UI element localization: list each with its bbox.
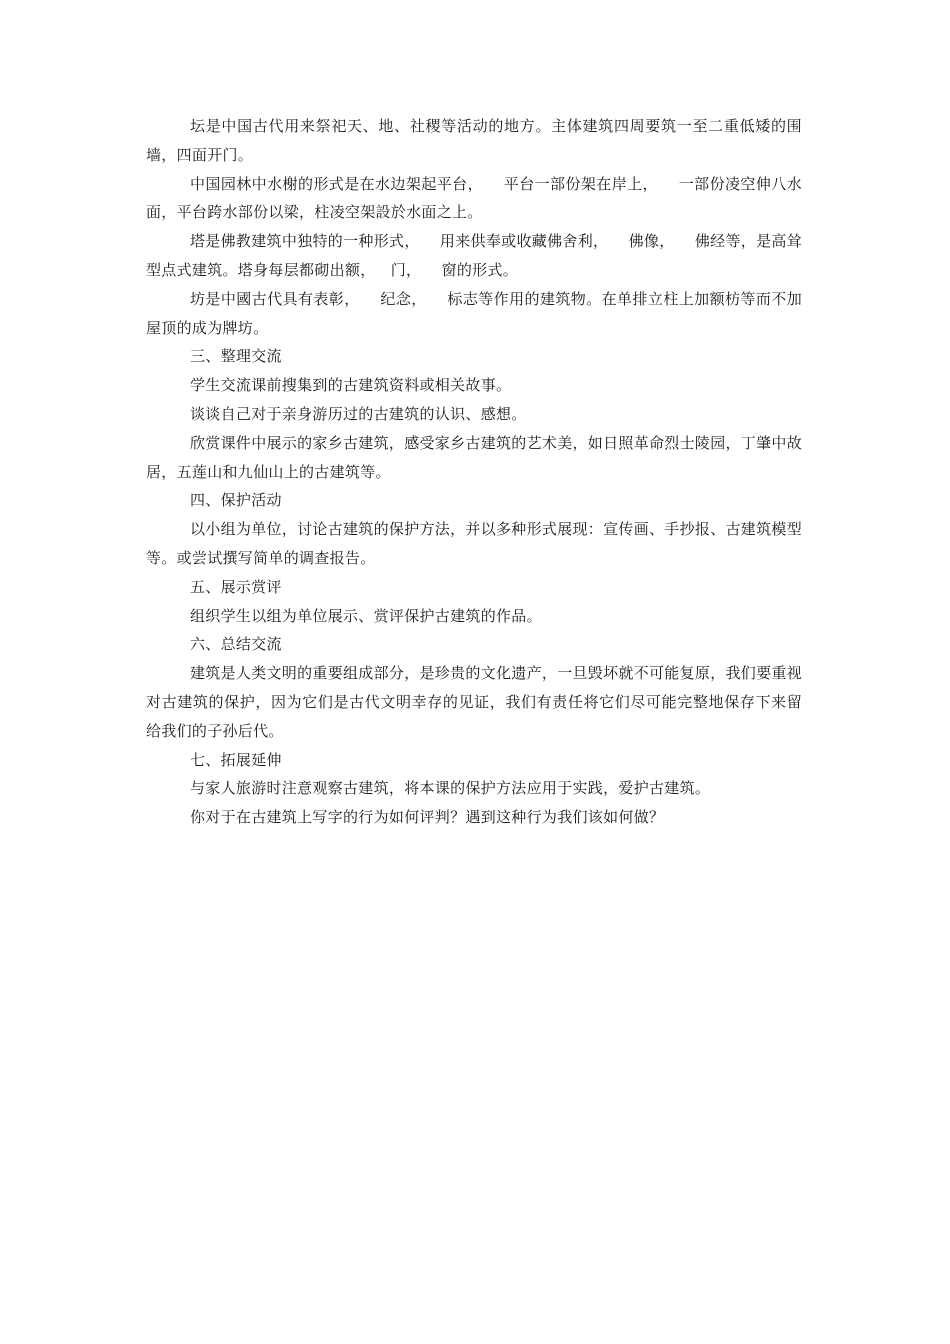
section-heading-4: 四、保护活动 — [190, 491, 282, 510]
paragraph-pagoda: 塔是佛教建筑中独特的一种形式， 用来供奉或收藏佛舍利， 佛像， 佛经等，是高耸型点式建筑。塔身每层都砌出额， 门， 窗的形式。 — [146, 232, 802, 279]
paragraph-protection-activity: 以小组为单位，讨论古建筑的保护方法，并以多种形式展现：宣传画、手抄报、古建筑模型等。或尝试撰写简单的调查报告。 — [146, 520, 803, 567]
section-heading-7: 七、拓展延伸 — [190, 750, 282, 769]
paragraph-share-feelings: 谈谈自己对于亲身游历过的古建筑的认识、感想。 — [190, 404, 527, 423]
section-heading-5: 五、展示赏评 — [190, 577, 282, 596]
paragraph-hometown-architecture: 欣赏课件中展示的家乡古建筑，感受家乡古建筑的艺术美，如日照革命烈士陵园，丁肇中故居，五莲山和九仙山上的古建筑等。 — [146, 433, 803, 481]
paragraph-travel-observation: 与家人旅游时注意观察古建筑，将本课的保护方法应用于实践，爱护古建筑。 — [190, 779, 711, 798]
paragraph-question: 你对于在古建筑上写字的行为如何评判？遇到这种行为我们该如何做？ — [190, 808, 665, 827]
paragraph-memorial-archway: 坊是中國古代具有表彰， 纪念， 标志等作用的建筑物。在单排立柱上加额枋等而不加屋顶的成为牌坊。 — [146, 289, 802, 337]
section-heading-3: 三、整理交流 — [190, 347, 282, 366]
paragraph-summary: 建筑是人类文明的重要组成部分，是珍贵的文化遗产，一旦毁坏就不可能复原，我们要重视对古建筑的保护，因为它们是古代文明幸存的见证，我们有责任将它们尽可能完整地保存下来留给我们的子孙后代。 — [146, 664, 803, 740]
paragraph-share-materials: 学生交流课前搜集到的古建筑资料或相关故事。 — [190, 376, 512, 395]
document-body — [146, 112, 802, 832]
section-heading-6: 六、总结交流 — [190, 635, 282, 654]
paragraph-exhibition: 组织学生以组为单位展示、赏评保护古建筑的作品。 — [190, 606, 542, 625]
paragraph-altar: 坛是中国古代用来祭祀天、地、社稷等活动的地方。主体建筑四周要筑一至二重低矮的围墙，四面开门。 — [146, 117, 802, 164]
paragraph-water-pavilion: 中国园林中水榭的形式是在水边架起平台， 平台一部份架在岸上， 一部份凌空伸八水面，平台跨水部份以梁，柱凌空架設於水面之上。 — [146, 174, 802, 222]
